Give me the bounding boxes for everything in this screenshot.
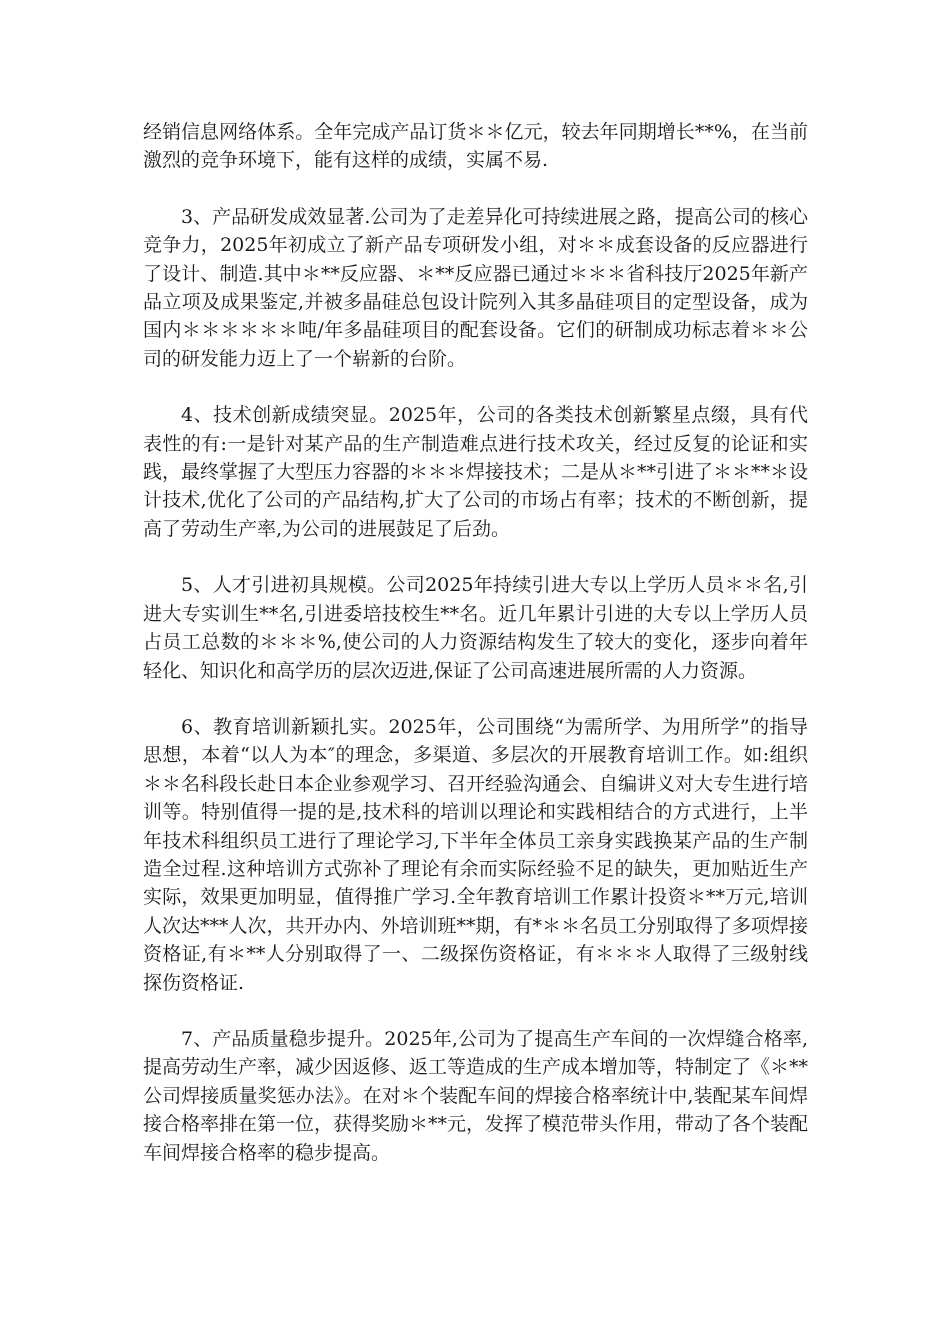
paragraph-education-training: 6、教育培训新颖扎实。2025年，公司围绕“为需所学、为用所学”的指导思想，本着“以人为本″的理念，多渠道、多层次的开展教育培训工作。如:组织＊＊名科段长赴日本企业参观学习、召开经验沟通会、自编讲义对大专生进行培训等。特别值得一提的是,技术科的培训以理论和实践相结合的方式进行，上半年技术科组织员工进行了理论学习,下半年全体员工亲身实践换某产品的生产制造全过程.这种培训方式弥补了理论有余而实际经验不足的缺失，更加贴近生产实际，效果更加明显，值得推广学习.全年教育培训工作累计投资＊**万元,培训人次达***人次，共开办内、外培训班**期，有*＊＊名员工分别取得了多项焊接资格证,有＊**人分别取得了一、二级探伤资格证，有＊＊＊人取得了三级射线探伤资格证. (143, 715, 809, 994)
paragraph-product-rd: 3、产品研发成效显著.公司为了走差异化可持续进展之路，提高公司的核心竞争力，2025年初成立了新产品专项研发小组，对＊＊成套设备的反应器进行了设计、制造.其中＊**反应器、＊**反应器已通过＊＊＊省科技厅2025年新产品立项及成果鉴定,并被多晶硅总包设计院列入其多晶硅项目的定型设备，成为国内＊＊＊＊＊＊吨/年多晶硅项目的配套设备。它们的研制成功标志着＊＊公司的研发能力迈上了一个崭新的台阶。 (143, 205, 808, 370)
paragraph-tech-innovation: 4、技术创新成绩突显。2025年，公司的各类技术创新繁星点缀，具有代表性的有:一是针对某产品的生产制造难点进行技术攻关，经过反复的论证和实践，最终掌握了大型压力容器的＊＊＊焊接技术；二是从＊**引进了＊＊**＊设计技术,优化了公司的产品结构,扩大了公司的市场占有率；技术的不断创新，提高了劳动生产率,为公司的进展鼓足了后劲。 (143, 404, 809, 540)
document-body (143, 118, 808, 1195)
paragraph-product-quality: 7、产品质量稳步提升。2025年,公司为了提高生产车间的一次焊缝合格率,提高劳动生产率，减少因返修、返工等造成的生产成本增加等，特制定了《＊**公司焊接质量奖惩办法》。在对＊个装配车间的焊接合格率统计中,装配某车间焊接合格率排在第一位，获得奖励＊**元，发挥了模范带头作用，带动了各个装配车间焊接合格率的稳步提高。 (143, 1027, 809, 1164)
paragraph-talent-recruitment: 5、人才引进初具规模。公司2025年持续引进大专以上学历人员＊＊名,引进大专实训生**名,引进委培技校生**名。近几年累计引进的大专以上学历人员占员工总数的＊＊＊%,使公司的人力资源结构发生了较大的变化，逐步向着年轻化、知识化和高学历的层次迈进,保证了公司高速进展所需的人力资源。 (143, 574, 808, 682)
paragraph-continued-sales: 经销信息网络体系。全年完成产品订货＊＊亿元，较去年同期增长**%，在当前激烈的竞争环境下，能有这样的成绩，实属不易. (143, 121, 808, 172)
